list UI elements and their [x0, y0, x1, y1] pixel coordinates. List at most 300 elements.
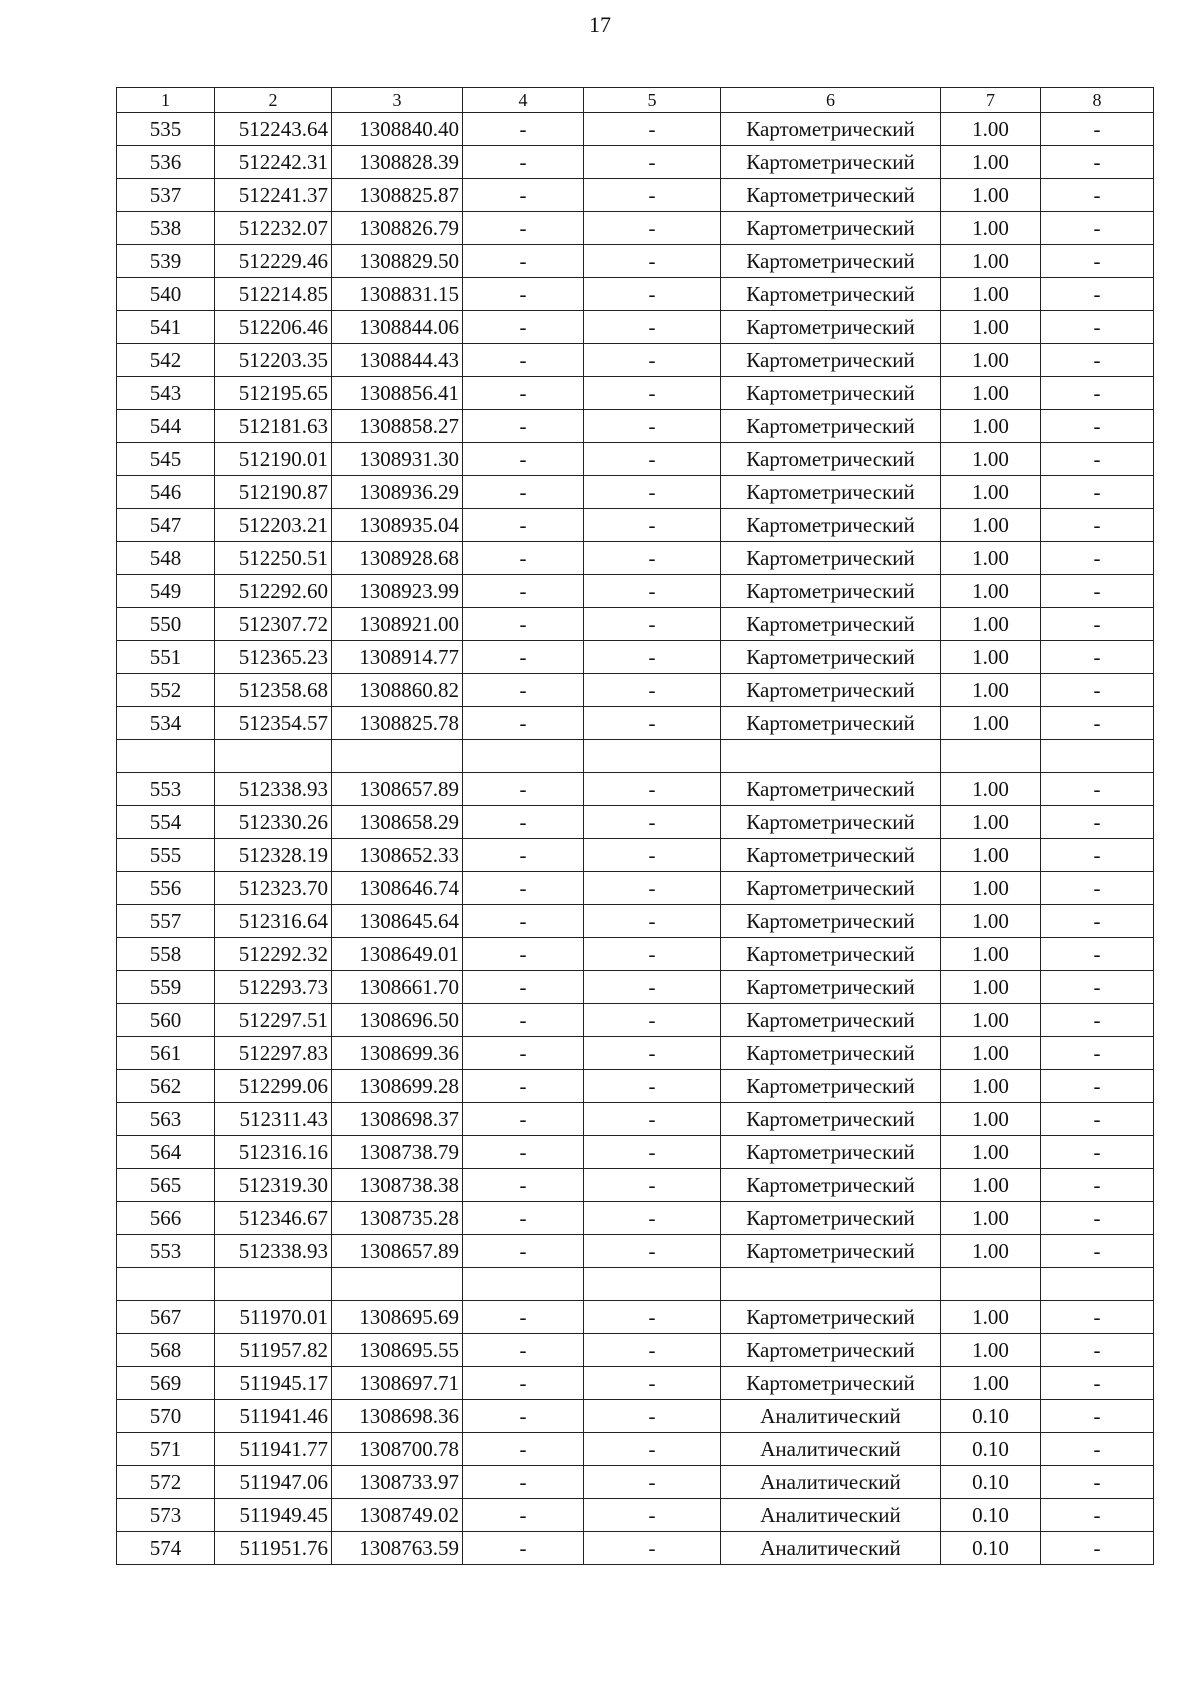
y-coordinate-cell: 1308860.82 — [332, 674, 463, 707]
accuracy-cell: 1.00 — [941, 1103, 1041, 1136]
col4-cell: - — [463, 1004, 584, 1037]
column-header: 8 — [1041, 88, 1154, 113]
col5-cell: - — [584, 1301, 721, 1334]
accuracy-cell: 1.00 — [941, 179, 1041, 212]
col5-cell: - — [584, 1103, 721, 1136]
y-coordinate-cell: 1308696.50 — [332, 1004, 463, 1037]
x-coordinate-cell: 512292.32 — [215, 938, 332, 971]
x-coordinate-cell: 511941.77 — [215, 1433, 332, 1466]
accuracy-cell: 0.10 — [941, 1400, 1041, 1433]
col5-cell: - — [584, 212, 721, 245]
y-coordinate-cell: 1308825.78 — [332, 707, 463, 740]
col4-cell: - — [463, 1235, 584, 1268]
col8-cell: - — [1041, 1136, 1154, 1169]
table-row — [117, 938, 1154, 971]
col5-cell: - — [584, 839, 721, 872]
col4-cell: - — [463, 1037, 584, 1070]
col5-cell: - — [584, 410, 721, 443]
col4-cell: - — [463, 1136, 584, 1169]
accuracy-cell: 0.10 — [941, 1466, 1041, 1499]
col8-cell: - — [1041, 344, 1154, 377]
table-row — [117, 278, 1154, 311]
accuracy-cell: 1.00 — [941, 476, 1041, 509]
table-row — [117, 212, 1154, 245]
point-number-cell: 573 — [117, 1499, 215, 1532]
x-coordinate-cell: 512206.46 — [215, 311, 332, 344]
accuracy-cell: 1.00 — [941, 410, 1041, 443]
col5-cell: - — [584, 938, 721, 971]
col8-cell: - — [1041, 1103, 1154, 1136]
empty-cell — [117, 740, 215, 773]
col8-cell: - — [1041, 113, 1154, 146]
method-cell: Картометрический — [721, 1103, 941, 1136]
point-number-cell: 536 — [117, 146, 215, 179]
x-coordinate-cell: 512316.64 — [215, 905, 332, 938]
y-coordinate-cell: 1308645.64 — [332, 905, 463, 938]
point-number-cell: 543 — [117, 377, 215, 410]
table-body — [117, 88, 1154, 1565]
accuracy-cell: 1.00 — [941, 1202, 1041, 1235]
empty-cell — [721, 740, 941, 773]
col5-cell: - — [584, 476, 721, 509]
col8-cell: - — [1041, 1235, 1154, 1268]
y-coordinate-cell: 1308738.38 — [332, 1169, 463, 1202]
col4-cell: - — [463, 938, 584, 971]
x-coordinate-cell: 512299.06 — [215, 1070, 332, 1103]
point-number-cell: 556 — [117, 872, 215, 905]
col4-cell: - — [463, 311, 584, 344]
col5-cell: - — [584, 872, 721, 905]
y-coordinate-cell: 1308652.33 — [332, 839, 463, 872]
point-number-cell: 571 — [117, 1433, 215, 1466]
accuracy-cell: 1.00 — [941, 806, 1041, 839]
col4-cell: - — [463, 1499, 584, 1532]
col8-cell: - — [1041, 1532, 1154, 1565]
x-coordinate-cell: 511945.17 — [215, 1367, 332, 1400]
col8-cell: - — [1041, 212, 1154, 245]
y-coordinate-cell: 1308649.01 — [332, 938, 463, 971]
method-cell: Картометрический — [721, 839, 941, 872]
col8-cell: - — [1041, 509, 1154, 542]
col4-cell: - — [463, 872, 584, 905]
table-row — [117, 1301, 1154, 1334]
x-coordinate-cell: 512297.51 — [215, 1004, 332, 1037]
method-cell: Картометрический — [721, 1037, 941, 1070]
contour-separator-row — [117, 740, 1154, 773]
method-cell: Картометрический — [721, 608, 941, 641]
point-number-cell: 549 — [117, 575, 215, 608]
col8-cell: - — [1041, 707, 1154, 740]
point-number-cell: 546 — [117, 476, 215, 509]
method-cell: Аналитический — [721, 1499, 941, 1532]
col4-cell: - — [463, 278, 584, 311]
col5-cell: - — [584, 674, 721, 707]
x-coordinate-cell: 512307.72 — [215, 608, 332, 641]
col5-cell: - — [584, 146, 721, 179]
table-row — [117, 1169, 1154, 1202]
point-number-cell: 534 — [117, 707, 215, 740]
table-row — [117, 1004, 1154, 1037]
accuracy-cell: 1.00 — [941, 905, 1041, 938]
table-row — [117, 1334, 1154, 1367]
y-coordinate-cell: 1308844.06 — [332, 311, 463, 344]
table-row — [117, 806, 1154, 839]
col5-cell: - — [584, 1334, 721, 1367]
col8-cell: - — [1041, 905, 1154, 938]
col8-cell: - — [1041, 641, 1154, 674]
empty-cell — [721, 1268, 941, 1301]
col8-cell: - — [1041, 410, 1154, 443]
point-number-cell: 572 — [117, 1466, 215, 1499]
table-row — [117, 344, 1154, 377]
x-coordinate-cell: 512203.35 — [215, 344, 332, 377]
accuracy-cell: 1.00 — [941, 212, 1041, 245]
col8-cell: - — [1041, 377, 1154, 410]
accuracy-cell: 1.00 — [941, 872, 1041, 905]
y-coordinate-cell: 1308914.77 — [332, 641, 463, 674]
method-cell: Картометрический — [721, 377, 941, 410]
accuracy-cell: 1.00 — [941, 377, 1041, 410]
table-row — [117, 443, 1154, 476]
y-coordinate-cell: 1308858.27 — [332, 410, 463, 443]
x-coordinate-cell: 512338.93 — [215, 773, 332, 806]
col8-cell: - — [1041, 806, 1154, 839]
y-coordinate-cell: 1308763.59 — [332, 1532, 463, 1565]
method-cell: Картометрический — [721, 707, 941, 740]
col8-cell: - — [1041, 1202, 1154, 1235]
col8-cell: - — [1041, 1400, 1154, 1433]
x-coordinate-cell: 511947.06 — [215, 1466, 332, 1499]
col4-cell: - — [463, 707, 584, 740]
point-number-cell: 555 — [117, 839, 215, 872]
col5-cell: - — [584, 509, 721, 542]
point-number-cell: 559 — [117, 971, 215, 1004]
col5-cell: - — [584, 971, 721, 1004]
empty-cell — [941, 1268, 1041, 1301]
col5-cell: - — [584, 1367, 721, 1400]
y-coordinate-cell: 1308657.89 — [332, 1235, 463, 1268]
point-number-cell: 570 — [117, 1400, 215, 1433]
x-coordinate-cell: 512250.51 — [215, 542, 332, 575]
point-number-cell: 540 — [117, 278, 215, 311]
accuracy-cell: 1.00 — [941, 773, 1041, 806]
point-number-cell: 562 — [117, 1070, 215, 1103]
point-number-cell: 565 — [117, 1169, 215, 1202]
empty-cell — [463, 1268, 584, 1301]
col8-cell: - — [1041, 1301, 1154, 1334]
col8-cell: - — [1041, 839, 1154, 872]
empty-cell — [117, 1268, 215, 1301]
col5-cell: - — [584, 113, 721, 146]
col5-cell: - — [584, 1169, 721, 1202]
x-coordinate-cell: 512214.85 — [215, 278, 332, 311]
col4-cell: - — [463, 1367, 584, 1400]
col5-cell: - — [584, 377, 721, 410]
table-row — [117, 311, 1154, 344]
point-number-cell: 551 — [117, 641, 215, 674]
table-row — [117, 641, 1154, 674]
method-cell: Картометрический — [721, 1334, 941, 1367]
col4-cell: - — [463, 1433, 584, 1466]
table-row — [117, 1466, 1154, 1499]
accuracy-cell: 1.00 — [941, 542, 1041, 575]
point-number-cell: 553 — [117, 773, 215, 806]
table-row — [117, 905, 1154, 938]
empty-cell — [1041, 740, 1154, 773]
column-header: 2 — [215, 88, 332, 113]
column-header: 3 — [332, 88, 463, 113]
table-row — [117, 1070, 1154, 1103]
accuracy-cell: 1.00 — [941, 443, 1041, 476]
table-row — [117, 839, 1154, 872]
y-coordinate-cell: 1308840.40 — [332, 113, 463, 146]
col4-cell: - — [463, 410, 584, 443]
point-number-cell: 552 — [117, 674, 215, 707]
accuracy-cell: 0.10 — [941, 1433, 1041, 1466]
x-coordinate-cell: 512241.37 — [215, 179, 332, 212]
contour-separator-row — [117, 1268, 1154, 1301]
y-coordinate-cell: 1308936.29 — [332, 476, 463, 509]
point-number-cell: 541 — [117, 311, 215, 344]
col8-cell: - — [1041, 938, 1154, 971]
col8-cell: - — [1041, 608, 1154, 641]
table-row — [117, 1202, 1154, 1235]
x-coordinate-cell: 512311.43 — [215, 1103, 332, 1136]
col4-cell: - — [463, 1169, 584, 1202]
point-number-cell: 557 — [117, 905, 215, 938]
x-coordinate-cell: 512292.60 — [215, 575, 332, 608]
col8-cell: - — [1041, 1169, 1154, 1202]
y-coordinate-cell: 1308921.00 — [332, 608, 463, 641]
accuracy-cell: 1.00 — [941, 641, 1041, 674]
method-cell: Аналитический — [721, 1400, 941, 1433]
empty-cell — [941, 740, 1041, 773]
column-header: 6 — [721, 88, 941, 113]
empty-cell — [584, 740, 721, 773]
y-coordinate-cell: 1308738.79 — [332, 1136, 463, 1169]
col8-cell: - — [1041, 674, 1154, 707]
col4-cell: - — [463, 1070, 584, 1103]
point-number-cell: 550 — [117, 608, 215, 641]
col4-cell: - — [463, 509, 584, 542]
col5-cell: - — [584, 1070, 721, 1103]
col8-cell: - — [1041, 146, 1154, 179]
method-cell: Картометрический — [721, 1070, 941, 1103]
x-coordinate-cell: 511970.01 — [215, 1301, 332, 1334]
point-number-cell: 563 — [117, 1103, 215, 1136]
col5-cell: - — [584, 542, 721, 575]
point-number-cell: 569 — [117, 1367, 215, 1400]
col8-cell: - — [1041, 1037, 1154, 1070]
col8-cell: - — [1041, 872, 1154, 905]
col4-cell: - — [463, 773, 584, 806]
col8-cell: - — [1041, 1367, 1154, 1400]
empty-cell — [584, 1268, 721, 1301]
coordinates-table — [116, 87, 1154, 1565]
col4-cell: - — [463, 344, 584, 377]
method-cell: Картометрический — [721, 905, 941, 938]
y-coordinate-cell: 1308749.02 — [332, 1499, 463, 1532]
point-number-cell: 564 — [117, 1136, 215, 1169]
table-row — [117, 509, 1154, 542]
table-row — [117, 1103, 1154, 1136]
column-header: 4 — [463, 88, 584, 113]
col5-cell: - — [584, 1004, 721, 1037]
empty-cell — [463, 740, 584, 773]
y-coordinate-cell: 1308657.89 — [332, 773, 463, 806]
col5-cell: - — [584, 1400, 721, 1433]
method-cell: Картометрический — [721, 443, 941, 476]
accuracy-cell: 1.00 — [941, 608, 1041, 641]
table-row — [117, 575, 1154, 608]
table-row — [117, 476, 1154, 509]
y-coordinate-cell: 1308698.36 — [332, 1400, 463, 1433]
col4-cell: - — [463, 212, 584, 245]
x-coordinate-cell: 512319.30 — [215, 1169, 332, 1202]
col8-cell: - — [1041, 1004, 1154, 1037]
y-coordinate-cell: 1308733.97 — [332, 1466, 463, 1499]
col5-cell: - — [584, 443, 721, 476]
x-coordinate-cell: 512181.63 — [215, 410, 332, 443]
y-coordinate-cell: 1308658.29 — [332, 806, 463, 839]
method-cell: Картометрический — [721, 245, 941, 278]
col5-cell: - — [584, 278, 721, 311]
table-row — [117, 113, 1154, 146]
col5-cell: - — [584, 641, 721, 674]
accuracy-cell: 1.00 — [941, 1301, 1041, 1334]
x-coordinate-cell: 512229.46 — [215, 245, 332, 278]
method-cell: Аналитический — [721, 1433, 941, 1466]
y-coordinate-cell: 1308825.87 — [332, 179, 463, 212]
accuracy-cell: 1.00 — [941, 344, 1041, 377]
method-cell: Картометрический — [721, 1004, 941, 1037]
col4-cell: - — [463, 905, 584, 938]
point-number-cell: 553 — [117, 1235, 215, 1268]
x-coordinate-cell: 512243.64 — [215, 113, 332, 146]
table-row — [117, 773, 1154, 806]
col5-cell: - — [584, 1235, 721, 1268]
col8-cell: - — [1041, 278, 1154, 311]
col4-cell: - — [463, 146, 584, 179]
col8-cell: - — [1041, 245, 1154, 278]
col4-cell: - — [463, 443, 584, 476]
col5-cell: - — [584, 1433, 721, 1466]
col8-cell: - — [1041, 575, 1154, 608]
accuracy-cell: 1.00 — [941, 839, 1041, 872]
table-row — [117, 542, 1154, 575]
point-number-cell: 539 — [117, 245, 215, 278]
point-number-cell: 560 — [117, 1004, 215, 1037]
accuracy-cell: 1.00 — [941, 674, 1041, 707]
table-row — [117, 377, 1154, 410]
header-row — [117, 88, 1154, 113]
accuracy-cell: 1.00 — [941, 113, 1041, 146]
method-cell: Картометрический — [721, 1235, 941, 1268]
method-cell: Аналитический — [721, 1466, 941, 1499]
col4-cell: - — [463, 113, 584, 146]
accuracy-cell: 1.00 — [941, 311, 1041, 344]
accuracy-cell: 1.00 — [941, 938, 1041, 971]
page-number: 17 — [589, 12, 611, 37]
y-coordinate-cell: 1308831.15 — [332, 278, 463, 311]
x-coordinate-cell: 512242.31 — [215, 146, 332, 179]
table-row — [117, 1532, 1154, 1565]
table-row — [117, 1367, 1154, 1400]
x-coordinate-cell: 512358.68 — [215, 674, 332, 707]
table-row — [117, 179, 1154, 212]
accuracy-cell: 1.00 — [941, 575, 1041, 608]
x-coordinate-cell: 511957.82 — [215, 1334, 332, 1367]
method-cell: Картометрический — [721, 971, 941, 1004]
table-row — [117, 1499, 1154, 1532]
col5-cell: - — [584, 1136, 721, 1169]
x-coordinate-cell: 512203.21 — [215, 509, 332, 542]
y-coordinate-cell: 1308700.78 — [332, 1433, 463, 1466]
method-cell: Картометрический — [721, 1301, 941, 1334]
point-number-cell: 561 — [117, 1037, 215, 1070]
table-row — [117, 1037, 1154, 1070]
x-coordinate-cell: 512323.70 — [215, 872, 332, 905]
col5-cell: - — [584, 311, 721, 344]
table-row — [117, 1400, 1154, 1433]
method-cell: Картометрический — [721, 476, 941, 509]
x-coordinate-cell: 512316.16 — [215, 1136, 332, 1169]
method-cell: Картометрический — [721, 806, 941, 839]
method-cell: Картометрический — [721, 872, 941, 905]
empty-cell — [332, 1268, 463, 1301]
accuracy-cell: 1.00 — [941, 1169, 1041, 1202]
y-coordinate-cell: 1308699.28 — [332, 1070, 463, 1103]
point-number-cell: 538 — [117, 212, 215, 245]
point-number-cell: 568 — [117, 1334, 215, 1367]
col5-cell: - — [584, 575, 721, 608]
col5-cell: - — [584, 1202, 721, 1235]
y-coordinate-cell: 1308697.71 — [332, 1367, 463, 1400]
table-row — [117, 971, 1154, 1004]
method-cell: Картометрический — [721, 146, 941, 179]
x-coordinate-cell: 511949.45 — [215, 1499, 332, 1532]
empty-cell — [1041, 1268, 1154, 1301]
col8-cell: - — [1041, 179, 1154, 212]
empty-cell — [215, 1268, 332, 1301]
y-coordinate-cell: 1308928.68 — [332, 542, 463, 575]
col8-cell: - — [1041, 1499, 1154, 1532]
col8-cell: - — [1041, 773, 1154, 806]
point-number-cell: 554 — [117, 806, 215, 839]
y-coordinate-cell: 1308698.37 — [332, 1103, 463, 1136]
col8-cell: - — [1041, 1070, 1154, 1103]
y-coordinate-cell: 1308646.74 — [332, 872, 463, 905]
col4-cell: - — [463, 1400, 584, 1433]
col8-cell: - — [1041, 1334, 1154, 1367]
accuracy-cell: 1.00 — [941, 1334, 1041, 1367]
x-coordinate-cell: 512346.67 — [215, 1202, 332, 1235]
table-row — [117, 872, 1154, 905]
accuracy-cell: 1.00 — [941, 1367, 1041, 1400]
table-row — [117, 410, 1154, 443]
table-row — [117, 674, 1154, 707]
accuracy-cell: 0.10 — [941, 1532, 1041, 1565]
x-coordinate-cell: 512328.19 — [215, 839, 332, 872]
col5-cell: - — [584, 1466, 721, 1499]
accuracy-cell: 1.00 — [941, 509, 1041, 542]
col4-cell: - — [463, 377, 584, 410]
method-cell: Картометрический — [721, 938, 941, 971]
point-number-cell: 566 — [117, 1202, 215, 1235]
method-cell: Картометрический — [721, 410, 941, 443]
y-coordinate-cell: 1308829.50 — [332, 245, 463, 278]
table-row — [117, 707, 1154, 740]
